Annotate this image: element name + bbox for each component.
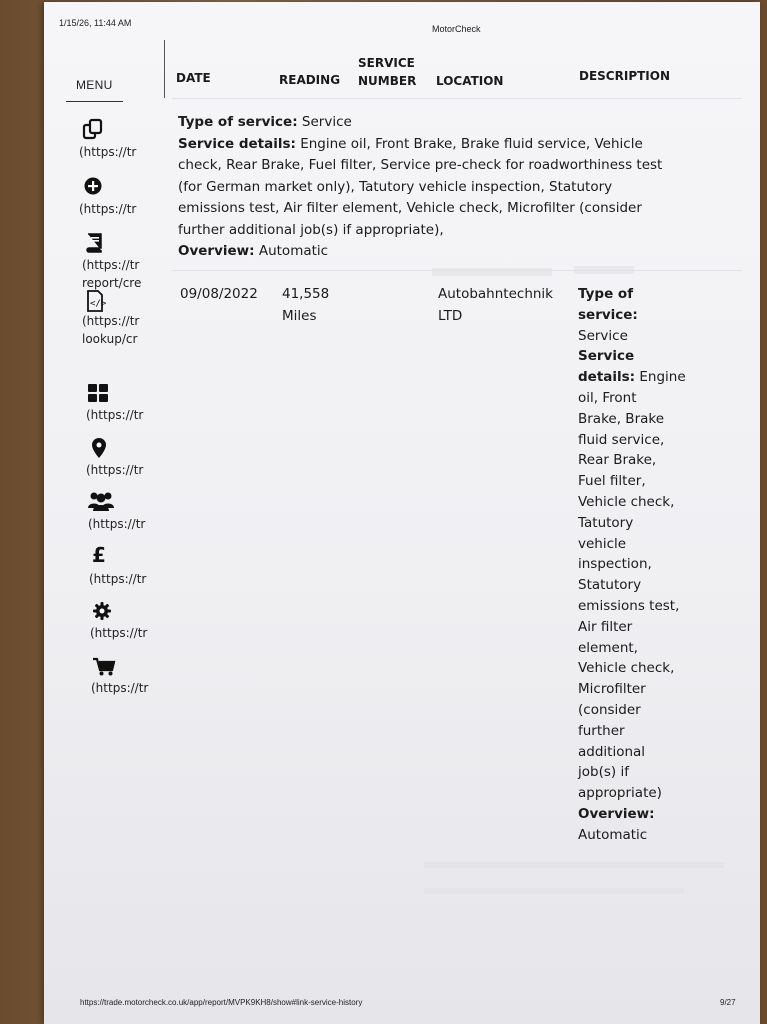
service-details-text: Air filter [578,618,633,635]
prev-type-line [178,112,738,134]
bleed-through-mark [424,888,684,894]
reading-value: 41,558 [282,286,330,302]
menu-link[interactable]: (https://tr [90,626,148,640]
menu-underline [66,101,123,102]
print-page-number: 9/27 [720,998,736,1007]
service-details-text: Engine [639,369,686,386]
menu-link[interactable]: (https://tr [86,463,144,477]
column-header-description: DESCRIPTION [579,69,671,83]
type-of-service-label: Type of service: [178,114,298,130]
menu-link[interactable]: (https://tr [86,408,144,422]
service-details-text: appropriate) [578,785,662,802]
menu-link[interactable]: (https://tr [79,202,137,216]
service-details-label: details: [578,369,636,386]
type-of-service-value: Service [301,114,352,130]
service-details-text: further additional job(s) if appropriate), [178,221,444,238]
type-of-service-value: Service [578,327,628,344]
reading-unit: Miles [282,307,317,324]
overview-value: Automatic [258,243,329,259]
service-details-text: Fuel filter, [578,473,646,490]
book-icon[interactable] [85,233,105,253]
printed-page [44,2,760,1024]
row-location [438,284,553,327]
row-date: 09/08/2022 [180,286,258,302]
location-line: LTD [438,307,463,324]
service-details-text: (for German market only), Tatutory vehicle inspection, Statutory [178,178,613,195]
service-details-text: oil, Front [578,389,637,406]
overview-value: Automatic [578,826,648,843]
map-pin-icon[interactable] [92,438,112,458]
service-details-text: Vehicle check, [578,660,675,677]
cart-icon[interactable] [93,658,113,678]
service-details-text: emissions test, [578,597,680,614]
pound-icon[interactable] [92,545,112,565]
grid-icon[interactable] [88,384,108,404]
service-details-text: vehicle [578,535,627,552]
type-of-service-label: service: [578,306,638,323]
gear-icon[interactable] [93,602,113,622]
column-header-location: LOCATION [436,74,504,88]
file-code-icon[interactable] [86,290,106,310]
column-header-service-number [358,54,416,90]
service-details-text: (consider [578,701,641,718]
bleed-through-mark [424,862,724,868]
menu-link-continued[interactable]: report/cre [82,276,142,290]
row-reading [282,284,329,327]
svg-text:</>: </> [90,299,107,309]
prev-overview-line [178,241,738,263]
menu-link[interactable]: (https://tr [82,314,140,328]
menu-link[interactable]: (https://tr [88,517,146,531]
row-divider [172,270,742,271]
service-details-text: additional [578,743,646,760]
service-details-text: fluid service, [578,431,665,448]
service-details-text: job(s) if [578,764,629,781]
service-details-text: further [578,722,625,739]
service-details-text: element, [578,639,638,656]
print-footer-url: https://trade.motorcheck.co.uk/app/report/MVPK9KH8/show#link-service-history [80,998,363,1007]
column-header-reading: READING [279,73,341,87]
column-header-service-line: SERVICE [358,56,415,70]
menu-link[interactable]: (https://tr [89,572,147,586]
print-site-title: MotorCheck [432,24,481,34]
service-details-text: check, Rear Brake, Fuel filter, Service pre-check for roadworthiness test [178,157,663,173]
menu-label: MENU [76,78,113,92]
header-divider [164,40,165,98]
plus-circle-icon[interactable] [84,177,104,197]
header-row-divider [172,98,742,99]
menu-link[interactable]: (https://tr [82,258,140,272]
row-description [578,284,718,846]
location-line: Autobahntechnik [438,286,554,302]
service-details-text: Engine oil, Front Brake, Brake fluid service, Vehicle [300,135,643,152]
menu-link[interactable]: (https://tr [79,145,137,159]
service-details-text: Microfilter [578,681,646,698]
prev-details-line [178,134,738,156]
type-of-service-label: Type of [578,286,634,302]
svg-text:£: £ [92,543,106,567]
overview-label: Overview: [178,243,255,259]
menu-link-continued[interactable]: lookup/cr [82,332,138,346]
service-details-text: Rear Brake, [578,452,657,469]
users-icon[interactable] [88,491,108,511]
copy-icon[interactable] [82,118,102,138]
overview-label: Overview: [578,805,655,822]
service-details-text: Vehicle check, [578,493,675,510]
service-details-text: Brake, Brake [578,410,665,427]
service-details-label: Service details: [178,135,296,152]
service-details-label: Service [578,348,635,365]
service-details-text: Statutory [578,577,642,594]
print-timestamp: 1/15/26, 11:44 AM [59,18,132,28]
menu-link[interactable]: (https://tr [91,681,149,695]
service-details-text: inspection, [578,556,652,573]
prev-row-description [178,112,738,263]
column-header-date: DATE [176,71,211,85]
service-details-text: emissions test, Air filter element, Vehicle check, Microfilter (consider [178,200,642,216]
column-header-number-line: NUMBER [358,74,417,88]
service-details-text: Tatutory [578,514,634,531]
